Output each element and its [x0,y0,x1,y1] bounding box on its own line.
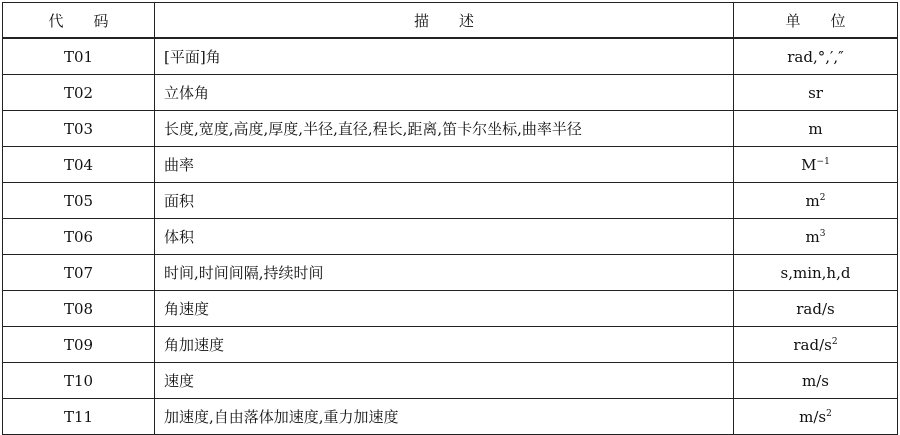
table-row [3,38,898,75]
table-row [3,111,898,147]
cell-description: 立体角 [155,75,734,111]
table-row [3,327,898,363]
unit-base: s,min,h,d [780,263,851,282]
cell-description: 加速度,自由落体加速度,重力加速度 [155,399,734,435]
cell-unit [734,111,898,147]
unit-exponent: 2 [819,192,826,203]
table-row [3,219,898,255]
cell-code: T10 [3,363,155,399]
cell-description: 速度 [155,363,734,399]
table-header [3,3,898,39]
table-row [3,399,898,435]
table-row [3,363,898,399]
units-table [2,2,898,435]
header-unit: 单 位 [734,3,898,39]
cell-unit [734,255,898,291]
cell-code: T03 [3,111,155,147]
header-description: 描 述 [155,3,734,39]
cell-code: T09 [3,327,155,363]
cell-code: T08 [3,291,155,327]
cell-unit [734,291,898,327]
header-code: 代 码 [3,3,155,39]
cell-description: 曲率 [155,147,734,183]
cell-unit [734,75,898,111]
unit-exponent: 3 [819,228,826,239]
unit-exponent: −1 [816,156,830,167]
cell-code: T11 [3,399,155,435]
cell-code: T02 [3,75,155,111]
cell-unit [734,327,898,363]
table-row [3,147,898,183]
cell-description: 时间,时间间隔,持续时间 [155,255,734,291]
cell-description: [平面]角 [155,38,734,75]
cell-unit [734,219,898,255]
unit-exponent: 2 [826,408,832,419]
table-row [3,183,898,219]
unit-base: m/s [799,407,827,426]
table-body [3,38,898,435]
unit-base: m [805,191,820,210]
cell-description: 体积 [155,219,734,255]
cell-unit [734,399,898,435]
cell-code: T05 [3,183,155,219]
cell-code: T06 [3,219,155,255]
unit-base: rad,°,′,″ [787,47,844,66]
cell-description: 面积 [155,183,734,219]
cell-code: T04 [3,147,155,183]
cell-unit [734,363,898,399]
table-row [3,291,898,327]
cell-unit [734,183,898,219]
unit-base: rad/s [793,335,832,354]
unit-base: m [808,119,823,138]
unit-exponent: 2 [831,336,838,347]
unit-base: m/s [802,371,829,390]
cell-code: T07 [3,255,155,291]
cell-description: 角速度 [155,291,734,327]
header-row [3,3,898,39]
table-row [3,255,898,291]
cell-description: 长度,宽度,高度,厚度,半径,直径,程长,距离,笛卡尔坐标,曲率半径 [155,111,734,147]
cell-unit [734,147,898,183]
unit-base: rad/s [796,299,835,318]
table-row [3,75,898,111]
cell-code: T01 [3,38,155,75]
unit-base: M [801,155,817,174]
unit-base: sr [808,83,823,102]
unit-base: m [805,227,820,246]
cell-unit [734,38,898,75]
cell-description: 角加速度 [155,327,734,363]
